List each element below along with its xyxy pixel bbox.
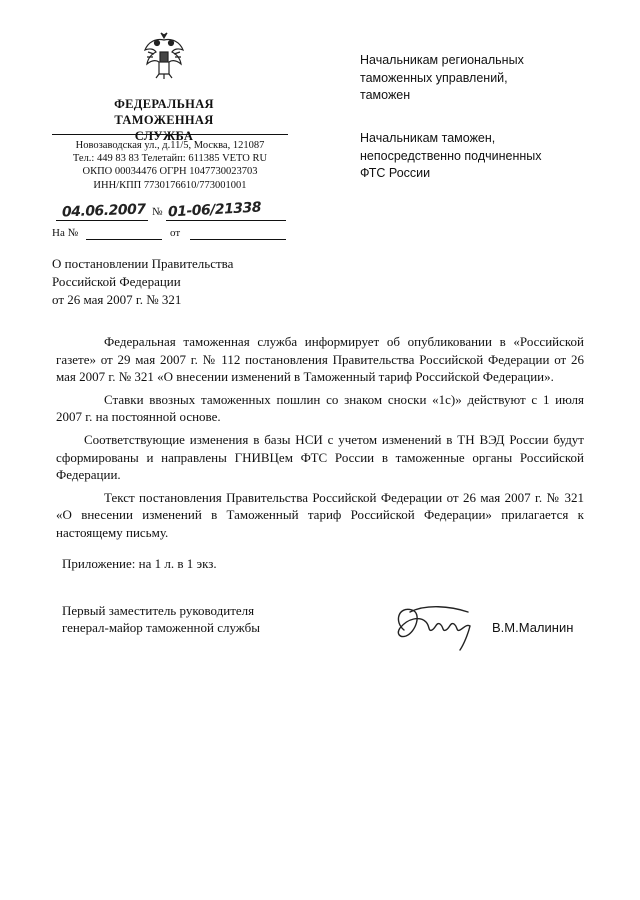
registration-number-label: № [152,206,163,218]
org-details [52,139,288,192]
letter-subject [52,255,312,309]
date-underline [56,220,148,221]
org-address: Новозаводская ул., д.11/5, Москва, 121087 [75,140,265,151]
org-title-line1: ФЕДЕРАЛЬНАЯ [114,97,214,111]
letter-body [56,333,584,547]
body-paragraph-3: Соответствующие изменения в базы НСИ с учетом изменений в ТН ВЭД России будут сформированы и направлены ГНИВЦем ФТС России в таможенные органы Российской Федерации. [56,431,584,483]
reference-line [52,226,288,242]
signer-position [62,602,260,636]
eagle-emblem-icon [142,30,186,80]
registration-date: 04.06.2007 [61,201,146,221]
body-paragraph-1: Федеральная таможенная служба информирует об опубликовании в «Российской газете» от 29 мая 2007 г. № 112 постановления Правительства Российской Федерации от 26 мая 2007 г. № 321 «О внесении изменений в Таможенный тариф Российской Федерации». [56,334,584,385]
appendix-note: Приложение: на 1 л. в 1 экз. [62,556,217,571]
ref-date-underline [190,239,286,240]
ref-number-label: На № [52,227,79,239]
org-title-line2: ТАМОЖЕННАЯ СЛУЖБА [114,113,214,143]
registration-number: 01-06/21338 [167,199,262,221]
signer-position-line2: генерал-майор таможенной службы [62,620,260,635]
addressee-block-1 [360,52,620,105]
ref-number-underline [86,239,162,240]
handwritten-signature-icon [390,600,482,656]
body-paragraph-2: Ставки ввозных таможенных пошлин со знаком сноски «1с)» действуют с 1 июля 2007 г. на постоянной основе. [56,391,584,425]
registration-line [52,199,288,224]
subject-line3: от 26 мая 2007 г. № 321 [52,292,182,307]
signer-name: В.М.Малинин [492,620,574,635]
addressee-2-line2: непосредственно подчиненных [360,148,542,163]
subject-line1: О постановлении Правительства [52,256,234,271]
body-paragraph-4: Текст постановления Правительства Российской Федерации от 26 мая 2007 г. № 321 «О внесении изменений в Таможенный тариф Российской Федерации» прилагается к настоящему письму. [56,489,584,540]
addressee-2-line3: ФТС России [360,166,431,180]
addressee-2-line1: Начальникам таможен, [360,131,496,145]
number-underline [166,220,286,221]
org-codes: ОКПО 00034476 ОГРН 1047730023703 [82,166,258,178]
org-phones: Тел.: 449 83 83 Телетайп: 611385 VETO RU [72,153,268,165]
signer-position-line1: Первый заместитель руководителя [62,603,255,618]
addressee-block-2 [360,130,620,183]
header-divider [52,134,288,135]
addressee-1-line2: таможенных управлений, [360,70,508,85]
ref-from-label: от [170,227,181,239]
subject-line2: Российской Федерации [52,274,181,289]
org-inn: ИНН/КПП 7730176610/773001001 [93,179,247,191]
addressee-1-line3: таможен [360,88,411,102]
org-title [84,96,244,144]
addressee-1-line1: Начальникам региональных [360,53,524,67]
